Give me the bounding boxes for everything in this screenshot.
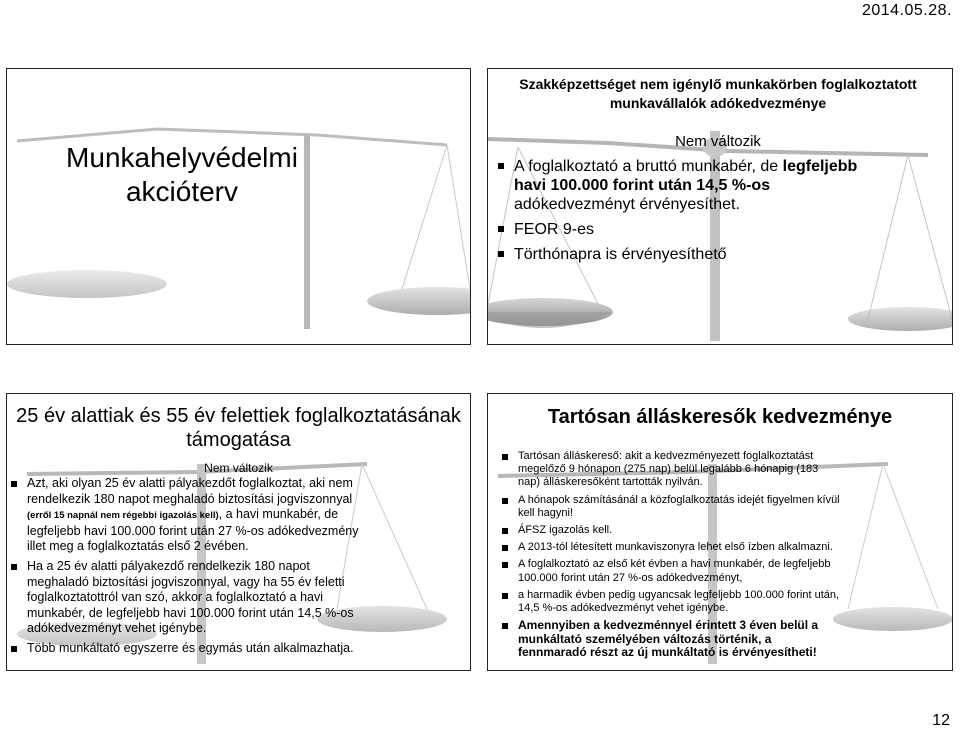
slide-4 — [487, 393, 953, 671]
slide-4-title: Tartósan álláskeresők kedvezménye — [547, 406, 893, 428]
slide-2 — [487, 68, 953, 345]
slide-3 — [6, 393, 471, 671]
slide-1-title: Munkahelyvédelmi akcióterv — [66, 142, 298, 207]
slide-3-title: 25 év alattiak és 55 év felettiek foglalkoztatásának támogatása — [16, 405, 461, 451]
slide-2-title: Szakképzettséget nem igénylő munkakörben foglalkoztatott munkavállalók adókedvezménye — [519, 76, 917, 111]
list-item: Több munkáltató egyszerre és egymás után alkalmazhatja. — [9, 641, 371, 657]
list-item: a harmadik évben pedig ugyancsak legfeljebb 100.000 forint után, 14,5 %-os adókedvezményt vehet igénybe. — [500, 589, 842, 615]
slide-3-bullet-list — [9, 476, 371, 661]
slide-2-bullet-list — [496, 157, 866, 266]
slide-3-subtitle: Nem változik — [204, 461, 273, 475]
list-item: Azt, aki olyan 25 év alatti pályakezdőt foglalkoztat, aki nem rendelkezik 180 napot meghaladó biztosítási jogviszonnyal (erről 15 napnál nem régebbi igazolás kell), a havi munkabér, de legfeljebb havi 100.000 forint után 27 %-os adókedvezmény illet meg a foglalkoztatás első 2 évében. — [9, 476, 371, 555]
list-item: A 2013-tól létesített munkaviszonyra lehet első ízben alkalmazni. — [500, 541, 842, 554]
list-item: Amennyiben a kedvezménnyel érintett 3 éven belül a munkáltató személyében változás történik, a fennmaradó részt az új munkáltató is érvényesítheti! — [500, 619, 842, 660]
list-item: A foglalkoztató az első két évben a havi munkabér, de legfeljebb 100.000 forint után 27 %-os adókedvezményt, — [500, 558, 842, 584]
list-item: Tartósan álláskereső: akit a kedvezményezett foglalkoztatást megelőző 9 hónapon (275 nap) belül legalább 6 hónapig (183 nap) álláskeresőként tartották nyilván. — [500, 450, 842, 490]
page-date: 2014.05.28. — [861, 2, 952, 19]
list-item: Törthónapra is érvényesíthető — [496, 245, 866, 264]
page-number: 12 — [932, 712, 950, 729]
list-item: FEOR 9-es — [496, 220, 866, 239]
list-item: ÁFSZ igazolás kell. — [500, 524, 842, 537]
list-item: A hónapok számításánál a közfoglalkoztatás idejét figyelmen kívül kell hagyni! — [500, 494, 842, 520]
list-item: Ha a 25 év alatti pályakezdő rendelkezik 180 napot meghaladó biztosítási jogviszonnyal, vagy ha 55 év feletti foglalkoztatottról van szó, akkor a foglalkoztató a havi munkabér, de legfeljebb havi 100.000 forint után 14,5 %-os adókedvezményt vehet igénybe. — [9, 559, 371, 637]
slide-4-bullet-list — [500, 450, 842, 664]
list-item: A foglalkoztató a bruttó munkabér, de legfeljebb havi 100.000 forint után 14,5 %-os adókedvezményt érvényesíthet. — [496, 157, 866, 214]
slide-2-subtitle: Nem változik — [675, 133, 761, 150]
slide-1 — [6, 68, 471, 345]
